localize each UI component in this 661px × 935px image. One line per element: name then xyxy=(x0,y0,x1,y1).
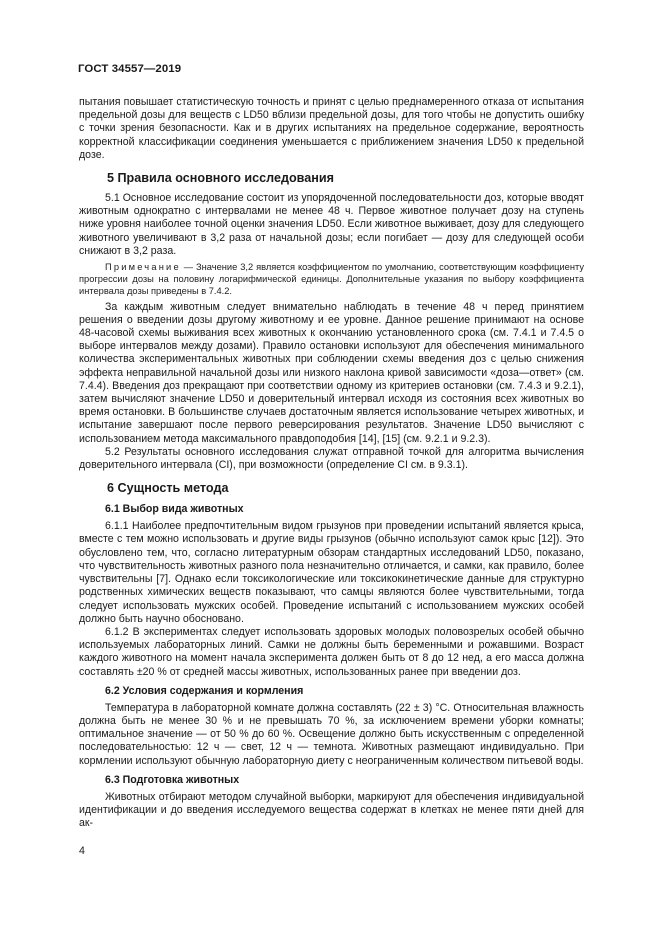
paragraph-6-1-2: 6.1.2 В экспериментах следует использовать здоровых молодых половозрелых особей обычно используемых лабораторных линий. Самки не должны быть беременными и рожавшими. Возраст каждого животного на момент начала эксперимента должен быть от 8 до 12 нед, а его масса должна составлять ±20 % от средней массы животных, использованных ранее при введении доз. xyxy=(79,625,584,678)
section-6-heading: 6 Сущность метода xyxy=(107,481,229,496)
standard-header: ГОСТ 34557—2019 xyxy=(78,63,182,75)
page-content xyxy=(79,96,584,830)
note-label: Примечание xyxy=(105,262,181,273)
paragraph-6-3: Животных отбирают методом случайной выборки, маркируют для обеспечения индивидуальной идентификации и до введения исследуемого вещества содержат в клетках не менее пяти дней для ак- xyxy=(79,790,584,830)
subsection-6-2-heading: 6.2 Условия содержания и кормления xyxy=(105,684,304,697)
page-number: 4 xyxy=(79,845,85,857)
intro-paragraph: пытания повышает статистическую точность и принят с целью преднамеренного отказа от испытания предельной дозы для веществ с LD50 вблизи предельной дозы, для того чтобы не допустить ошибку с точки зрения безопасности. Как и в других испытаниях на предельное содержание, вероятность корректной классификации соединения уменьшается с приближением значения LD50 к предельной дозе. xyxy=(79,96,584,161)
paragraph-5-1: 5.1 Основное исследование состоит из упорядоченной последовательности доз, которые вводят животным однократно с интервалами не менее 48 ч. Первое животное получает дозу на ступень ниже уровня наиболее точной оценки значения LD50. Если животное выживает, дозу для следующего животного увеличивают в 3,2 раза от начальной дозы; если погибает — дозу для следующей особи снижают в 3,2 раза. xyxy=(79,192,584,257)
note-text: — Значение 3,2 является коэффициентом по умолчанию, соответствующим коэффициенту прогрессии дозы на половину логарифмической единицы. Дополнительные указания по выбору коэффициента интервала дозы приведены в 7.4.2. xyxy=(79,262,584,297)
section-5-heading: 5 Правила основного исследования xyxy=(107,171,334,186)
subsection-6-1-heading: 6.1 Выбор вида животных xyxy=(105,503,244,516)
paragraph-observation: За каждым животным следует внимательно наблюдать в течение 48 ч перед принятием решения о введении дозы другому животному и ее уровне. Данное решение принимают на основе 48-часовой схемы выживания всех животных к окончанию установленного срока (см. 7.4.1 и 7.4.5 о выборе интервалов между дозами). Правило остановки используют для обеспечения минимального количества экспериментальных животных при соблюдении схемы введения доз с целью снижения эффекта неправильной начальной дозы или низкого наклона кривой зависимости «доза—ответ» (см. 7.4.4). Введения доз прекращают при соответствии одному из критериев остановки (см. 7.4.3 и 9.2.1), затем вычисляют значение LD50 и доверительный интервал исходя из состояния всех животных во время остановки. В большинстве случаев достаточным является использование четырех животных, и испытание завершают после первого реверсирования результатов. Значение LD50 вычисляют с использованием метода максимального правдоподобия [14], [15] (см. 9.2.1 и 9.2.3). xyxy=(79,300,584,445)
paragraph-5-2: 5.2 Результаты основного исследования служат отправной точкой для алгоритма вычисления доверительного интервала (CI), при возможности (определение CI см. в 9.3.1). xyxy=(79,445,584,472)
paragraph-6-1-1: 6.1.1 Наиболее предпочтительным видом грызунов при проведении испытаний является крыса, вместе с тем можно использовать и другие виды грызунов (обычно используют самок крыс [12]). Это обусловлено тем, что, согласно литературным обзорам стандартных исследований LD50, показано, что чувствительность животных разного пола незначительно отличается, и самки, как правило, более чувствительны [7]. Однако если токсикологические или токсикокинетические данные для структурно родственных химических веществ показывают, что самцы являются более чувствительными, тогда следует использовать мужских особей. Проведение испытаний с использованием мужских особей должно быть научно обосновано. xyxy=(79,520,584,625)
subsection-6-3-heading: 6.3 Подготовка животных xyxy=(105,773,240,786)
note-paragraph xyxy=(79,261,584,298)
paragraph-6-2: Температура в лабораторной комнате должна составлять (22 ± 3) °С. Относительная влажность должна быть не менее 30 % и не превышать 70 %, за исключением времени уборки комнаты; оптимальное значение — от 50 % до 60 %. Освещение должно быть искусственным с определенной последовательностью: 12 ч — свет, 12 ч — темнота. Животных размещают индивидуально. При кормлении используют обычную лабораторную диету с неограниченным количеством питьевой воды. xyxy=(79,701,584,767)
